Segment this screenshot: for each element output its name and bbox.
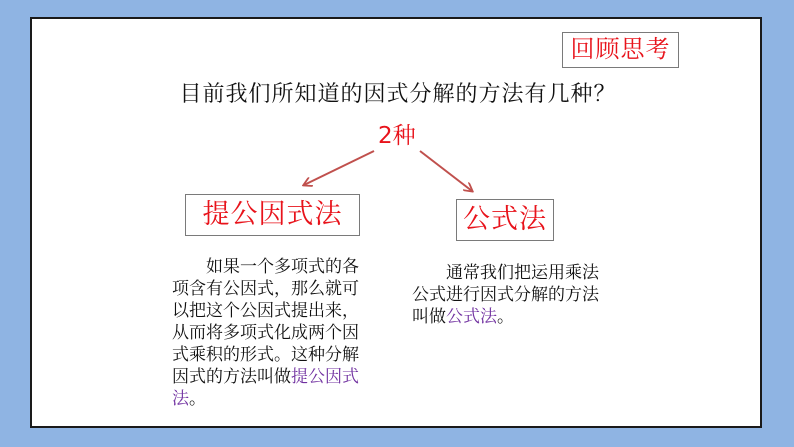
right-arrow: [420, 151, 472, 191]
method-box-factor-out: 提公因式法: [185, 194, 360, 236]
slide: [30, 17, 762, 428]
formula-description: [412, 262, 602, 328]
factor-out-end: 。: [189, 389, 206, 409]
factor-out-text: 如果一个多项式的各项含有公因式，那么就可以把这个公因式提出来，从而将多项式化成两个因式乘积的形式。这种分解因式的方法叫做: [172, 257, 359, 387]
method-box-formula: 公式法: [456, 199, 554, 241]
method-count: 2种: [378, 123, 416, 149]
review-badge: 回顾思考: [562, 32, 679, 68]
factor-out-description: [172, 256, 372, 410]
factor-out-term: 提公因式法: [172, 367, 359, 409]
left-arrow: [304, 151, 374, 185]
formula-end: 。: [497, 307, 514, 327]
formula-text: 通常我们把运用乘法公式进行因式分解的方法叫做: [412, 263, 599, 327]
question-text: 目前我们所知道的因式分解的方法有几种？: [179, 82, 617, 107]
formula-term: 公式法: [446, 307, 497, 327]
